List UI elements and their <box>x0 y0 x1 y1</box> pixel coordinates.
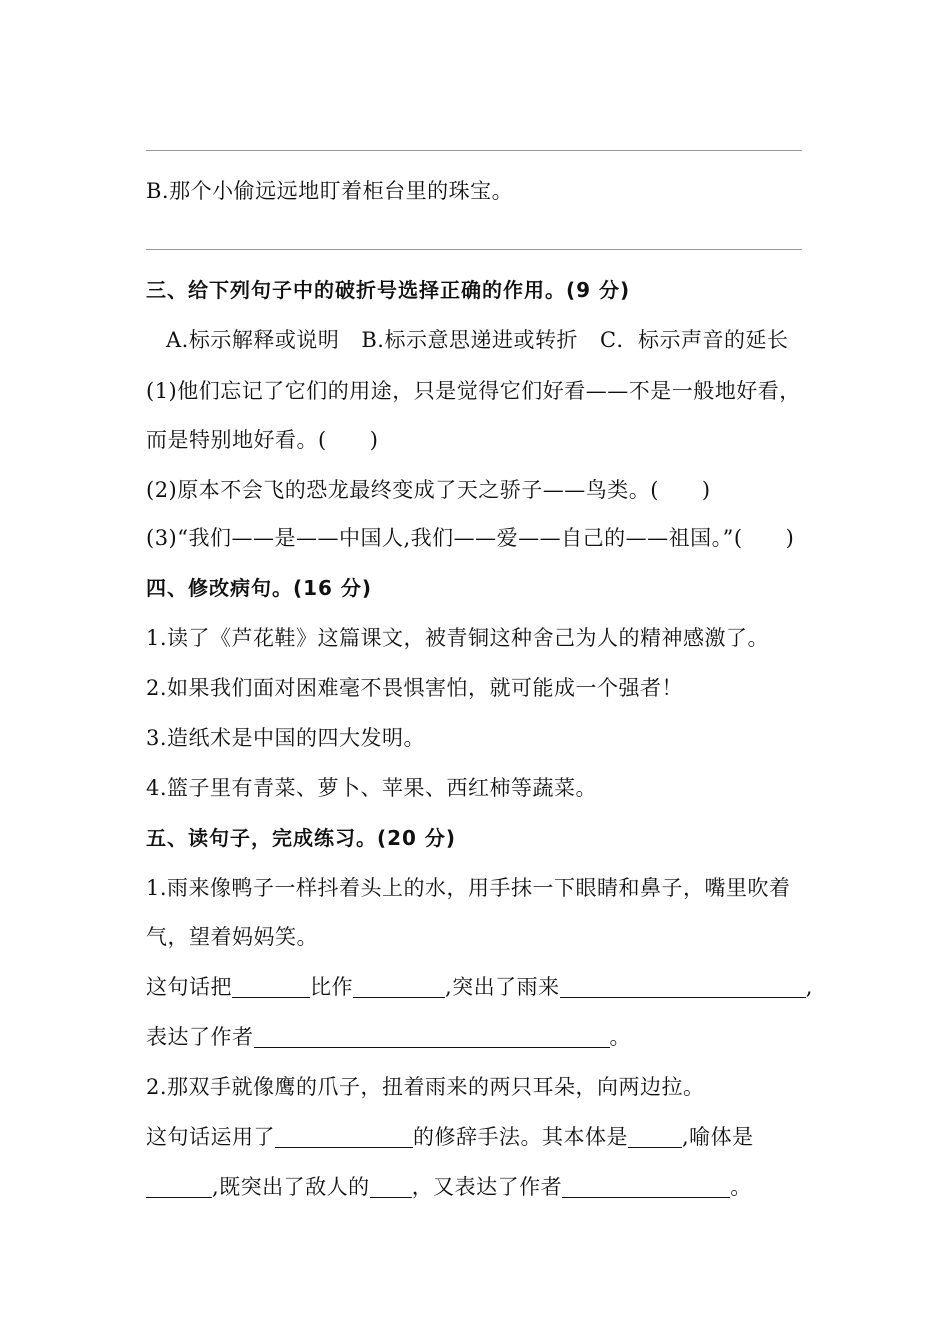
blank[interactable] <box>370 1175 412 1198</box>
fill-text: ,喻体是 <box>682 1125 754 1149</box>
question-4-4: 4.篮子里有青菜、萝卜、苹果、西红柿等蔬菜。 <box>146 776 598 800</box>
fill-text: 。 <box>609 1025 631 1049</box>
fill-text: , <box>805 975 813 999</box>
option-c: C．标示声音的延长 <box>599 328 789 352</box>
blank[interactable] <box>275 1125 413 1148</box>
question-b: B.那个小偷远远地盯着柜台里的珠宝。 <box>146 179 514 203</box>
blank[interactable] <box>562 1175 730 1198</box>
fill-text: 这句话把 <box>146 975 232 999</box>
answer-line <box>146 150 802 151</box>
option-b: B.标示意思递进或转折 <box>361 328 578 352</box>
question-3-1-cont: 而是特别地好看。( ) <box>146 428 379 452</box>
question-3-3: (3)“我们——是——中国人,我们——爱——自己的——祖国。”( ) <box>146 526 795 550</box>
question-5-2: 2.那双手就像鹰的爪子，扭着雨来的两只耳朵，向两边拉。 <box>146 1075 705 1099</box>
options-row <box>166 325 789 355</box>
option-a: A.标示解释或说明 <box>166 328 340 352</box>
fill-text: 这句话运用了 <box>146 1125 275 1149</box>
blank[interactable] <box>353 975 445 998</box>
question-3-1: (1)他们忘记了它们的用途，只是觉得它们好看——不是一般地好看， <box>146 379 801 403</box>
blank[interactable] <box>146 1175 212 1198</box>
fill-text: ,既突出了敌人的 <box>212 1175 370 1199</box>
fill-5-2-b <box>146 1172 752 1202</box>
fill-text: ，又表达了作者 <box>411 1175 563 1199</box>
section-5-title: 五、读句子，完成练习。(20 分) <box>146 826 457 850</box>
fill-text: 表达了作者 <box>146 1025 254 1049</box>
blank[interactable] <box>254 1025 610 1048</box>
fill-5-2-a <box>146 1122 754 1152</box>
question-4-2: 2.如果我们面对困难毫不畏惧害怕，就可能成一个强者！ <box>146 676 684 700</box>
blank[interactable] <box>628 1125 682 1148</box>
section-3-title: 三、给下列句子中的破折号选择正确的作用。(9 分) <box>146 278 631 302</box>
fill-text: ,突出了雨来 <box>445 975 560 999</box>
blank[interactable] <box>232 975 310 998</box>
fill-text: 比作 <box>310 975 353 999</box>
answer-line <box>146 249 802 250</box>
fill-text: 。 <box>730 1175 752 1199</box>
question-5-1: 1.雨来像鸭子一样抖着头上的水，用手抹一下眼睛和鼻子，嘴里吹着 <box>146 876 791 900</box>
section-4-title: 四、修改病句。(16 分) <box>146 576 373 600</box>
question-4-3: 3.造纸术是中国的四大发明。 <box>146 726 426 750</box>
fill-5-1-a <box>146 972 813 1002</box>
blank[interactable] <box>560 975 806 998</box>
question-5-1-cont: 气，望着妈妈笑。 <box>146 925 318 949</box>
question-4-1: 1.读了《芦花鞋》这篇课文，被青铜这种舍己为人的精神感激了。 <box>146 626 770 650</box>
question-3-2: (2)原本不会飞的恐龙最终变成了天之骄子——鸟类。( ) <box>146 478 711 502</box>
fill-text: 的修辞手法。其本体是 <box>413 1125 628 1149</box>
fill-5-1-b <box>146 1022 631 1052</box>
